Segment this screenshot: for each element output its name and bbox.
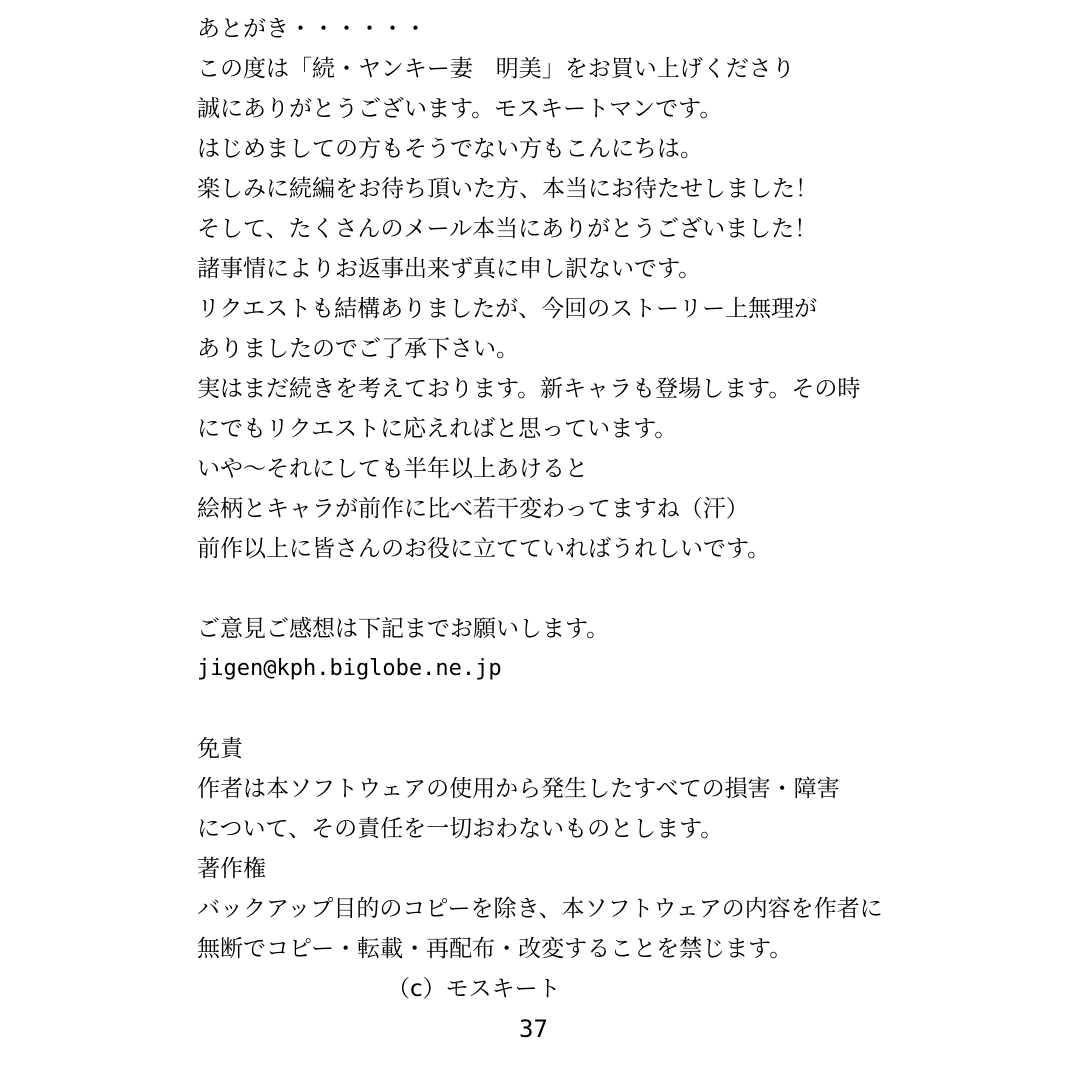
text-block xyxy=(197,9,1067,1049)
disclaimer-line: 作者は本ソフトウェアの使用から発生したすべての損害・障害 xyxy=(197,776,840,802)
copyright-line: バックアップ目的のコピーを除き、本ソフトウェアの内容を作者に xyxy=(197,896,883,922)
contact-email-text: jigen@kph.biglobe.ne.jp xyxy=(197,656,502,681)
afterword-line: そして、たくさんのメール本当にありがとうございました！ xyxy=(197,216,818,242)
section-gap xyxy=(197,569,1067,609)
afterword-line: 誠にありがとうございます。モスキートマンです。 xyxy=(197,96,723,122)
afterword-line: 絵柄とキャラが前作に比べ若干変わってますね（汗） xyxy=(197,496,749,522)
credit-line: （c）モスキート xyxy=(387,976,561,1002)
afterword-line: 楽しみに続編をお待ち頂いた方、本当にお待たせしました！ xyxy=(197,176,818,202)
afterword-line: はじめましての方もそうでない方もこんにちは。 xyxy=(197,136,703,162)
disclaimer-heading: 免責 xyxy=(197,736,243,762)
afterword-line: にでもリクエストに応えればと思っています。 xyxy=(197,416,678,442)
afterword-line: 諸事情によりお返事出来ず真に申し訳ないです。 xyxy=(197,256,702,282)
contact-request-line: ご意見ご感想は下記までお願いします。 xyxy=(197,616,610,642)
afterword-line: この度は「続・ヤンキー妻 明美」をお買い上げくださり xyxy=(197,56,795,82)
page-number: 37 xyxy=(519,1015,548,1043)
afterword-line: いや〜それにしても半年以上あけると xyxy=(197,456,588,482)
afterword-line: 前作以上に皆さんのお役に立てていればうれしいです。 xyxy=(197,536,771,562)
afterword-title-line: あとがき・・・・・・ xyxy=(197,16,427,42)
copyright-heading: 著作権 xyxy=(197,856,266,882)
afterword-line: ありましたのでご了承下さい。 xyxy=(197,336,519,362)
disclaimer-line: について、その責任を一切おわないものとします。 xyxy=(197,816,724,842)
section-gap xyxy=(197,689,1067,729)
afterword-line: 実はまだ続きを考えております。新キャラも登場します。その時 xyxy=(197,376,861,402)
afterword-line: リクエストも結構ありましたが、今回のストーリー上無理が xyxy=(197,296,818,322)
copyright-line: 無断でコピー・転載・再配布・改変することを禁じます。 xyxy=(197,936,793,962)
